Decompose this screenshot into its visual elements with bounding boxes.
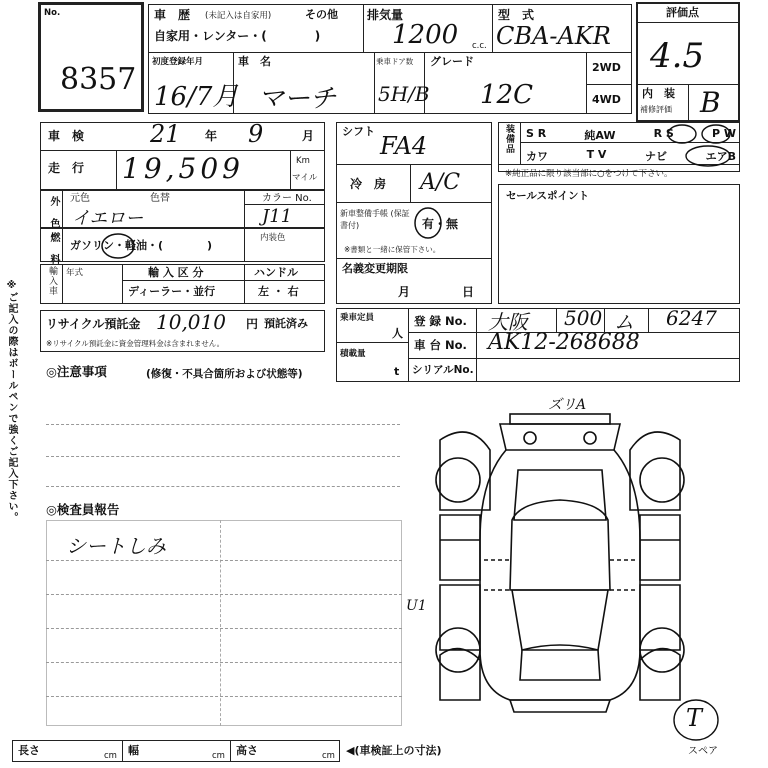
model-label: 型 式 bbox=[498, 8, 535, 22]
registration-class: 500 bbox=[564, 306, 603, 330]
first-reg-value: 16/7月 bbox=[154, 82, 239, 112]
mileage-label: 走 行 bbox=[48, 161, 85, 175]
import-label: 輸入車 bbox=[47, 266, 57, 296]
equip-pw: P W bbox=[711, 127, 736, 140]
mileage-value: 19,509 bbox=[122, 152, 244, 185]
dim-height-label: 高さ bbox=[236, 744, 258, 757]
shaken-label: 車 検 bbox=[48, 129, 85, 143]
notes-label: ◎注意事項 bbox=[46, 364, 107, 379]
manual-circle-mark bbox=[412, 206, 446, 240]
car-diagram bbox=[400, 390, 700, 720]
history-other: その他 bbox=[305, 8, 338, 21]
sales-point-label: セールスポイント bbox=[506, 190, 590, 202]
drive-2wd: 2WD bbox=[592, 61, 621, 74]
score-value: 4.5 bbox=[650, 36, 705, 76]
dim-width-label: 幅 bbox=[128, 744, 139, 757]
history-options: 自家用・レンター・( ) bbox=[154, 29, 321, 43]
name-change-label: 名義変更期限 bbox=[342, 262, 408, 275]
registration-kana: ム bbox=[614, 310, 634, 334]
side-note: ※ご記入の際はボールペンで強くご記入下さい。 bbox=[6, 280, 17, 523]
interior-grade-value: B bbox=[700, 86, 721, 119]
load-label: 積載量 bbox=[340, 349, 366, 359]
sales-point-box bbox=[498, 184, 740, 304]
inspector-value: シートしみ bbox=[66, 534, 166, 558]
mileage-unit-km: Km bbox=[296, 156, 310, 166]
spare-label: スペア bbox=[688, 746, 718, 757]
registration-number: 6247 bbox=[666, 306, 717, 330]
history-label: 車 歴 bbox=[154, 8, 191, 22]
displacement-label: 排気量 bbox=[367, 8, 404, 22]
displacement-unit: c.c. bbox=[472, 41, 487, 51]
dim-length-unit: cm bbox=[104, 751, 117, 761]
equip-leather: カワ bbox=[526, 150, 548, 163]
capacity-unit: 人 bbox=[392, 327, 403, 340]
grade-label: グレード bbox=[430, 55, 474, 68]
name-change-month: 月 bbox=[398, 285, 411, 299]
equip-navi: ナビ bbox=[645, 150, 668, 163]
interior-grade-label2: 補修評価 bbox=[640, 105, 672, 114]
chassis-label: 車 台 No. bbox=[414, 338, 467, 352]
registration-area: 大阪 bbox=[488, 310, 528, 334]
car-name-label: 車 名 bbox=[238, 55, 271, 68]
recycle-label: リサイクル預託金 bbox=[46, 317, 141, 331]
aircon-value: A/C bbox=[420, 170, 461, 195]
spare-mark: T bbox=[686, 704, 703, 732]
capacity-label: 乗車定員 bbox=[340, 313, 375, 323]
manual-value: 有・無 bbox=[422, 217, 459, 231]
shift-value: FA4 bbox=[380, 132, 428, 160]
doors-value: 5H/B bbox=[378, 82, 430, 106]
displacement-value: 1200 bbox=[392, 20, 459, 50]
recycle-note: ※リサイクル預託金に資金管理料金は含まれません。 bbox=[46, 339, 225, 348]
import-category: ディーラー・並行 bbox=[128, 285, 216, 298]
color-label: 外 色 bbox=[48, 196, 59, 229]
mileage-unit-mile: マイル bbox=[292, 173, 318, 183]
dim-height-unit: cm bbox=[322, 751, 335, 761]
equip-airbag: エアB bbox=[705, 150, 736, 163]
color-original: 元色 bbox=[70, 193, 90, 204]
dimensions-box bbox=[12, 740, 340, 762]
diagram-mark-side: U1 bbox=[406, 598, 427, 614]
lot-no-label: No. bbox=[44, 8, 61, 18]
fuel-label: 燃 料 bbox=[48, 232, 59, 265]
color-value: イエロー bbox=[72, 208, 144, 229]
history-note: (未記入は自家用) bbox=[205, 11, 272, 21]
diagram-mark-top: ズリA bbox=[548, 397, 587, 413]
registration-label: 登 録 No. bbox=[414, 314, 467, 328]
equipment-note: ※純正品に限り該当部に○をつけて下さい。 bbox=[505, 169, 673, 179]
notes-sub: (修復・不具合箇所および状態等) bbox=[146, 368, 303, 380]
import-category-label: 輸 入 区 分 bbox=[148, 266, 204, 279]
dim-length-label: 長さ bbox=[18, 744, 40, 757]
recycle-status: 預託済み bbox=[264, 317, 308, 330]
recycle-value: 10,010 bbox=[156, 310, 226, 334]
score-label: 評価点 bbox=[666, 6, 699, 19]
shift-label: シフト bbox=[342, 125, 375, 138]
recycle-unit: 円 bbox=[246, 317, 259, 331]
manual-label: 新車整備手帳 (保証書付) bbox=[340, 209, 410, 230]
grade-value: 12C bbox=[480, 80, 533, 110]
load-unit: t bbox=[394, 365, 400, 378]
dim-width-unit: cm bbox=[212, 751, 225, 761]
equip-sr: S R bbox=[526, 127, 547, 140]
name-change-day: 日 bbox=[462, 285, 475, 299]
shaken-month-unit: 月 bbox=[302, 129, 315, 143]
inspector-label: ◎検査員報告 bbox=[46, 502, 120, 517]
equipment-circle-marks bbox=[660, 118, 740, 168]
first-reg-label: 初度登録年月 bbox=[152, 57, 204, 67]
fuel-circle-mark bbox=[100, 232, 136, 260]
interior-grade-label1: 内 装 bbox=[642, 87, 675, 100]
drive-4wd: 4WD bbox=[592, 93, 621, 106]
shaken-year: 21 bbox=[150, 120, 181, 148]
equip-aw: 純AW bbox=[584, 129, 616, 142]
chassis-value: AK12-268688 bbox=[488, 330, 640, 355]
color-code-label: カラー No. bbox=[262, 193, 312, 204]
doors-label: 乗車ドア数 bbox=[376, 57, 414, 66]
equip-tv: T V bbox=[586, 148, 607, 161]
import-handle-label: ハンドル bbox=[254, 266, 298, 279]
equipment-label: 装備品 bbox=[504, 124, 514, 154]
fuel-options: ガソリン・軽油・( ) bbox=[70, 239, 213, 252]
serial-label: シリアルNo. bbox=[412, 364, 474, 376]
shaken-month: 9 bbox=[248, 120, 264, 148]
import-year: 年式 bbox=[66, 268, 84, 278]
dimensions-note: ◀(車検証上の寸法) bbox=[346, 744, 442, 757]
interior-color-label: 内装色 bbox=[260, 233, 286, 243]
car-name-value: マーチ bbox=[258, 84, 337, 114]
shaken-year-unit: 年 bbox=[205, 129, 218, 143]
model-value: CBA-AKR bbox=[496, 22, 611, 50]
import-handle: 左 ・ 右 bbox=[258, 285, 299, 298]
aircon-label: 冷 房 bbox=[350, 177, 387, 191]
color-changed: 色替 bbox=[150, 193, 170, 204]
equip-rs: R S bbox=[653, 127, 674, 140]
lot-number: 8357 bbox=[60, 62, 137, 97]
manual-note: ※書類と一緒に保管下さい。 bbox=[344, 245, 441, 254]
color-code: J11 bbox=[262, 206, 293, 227]
